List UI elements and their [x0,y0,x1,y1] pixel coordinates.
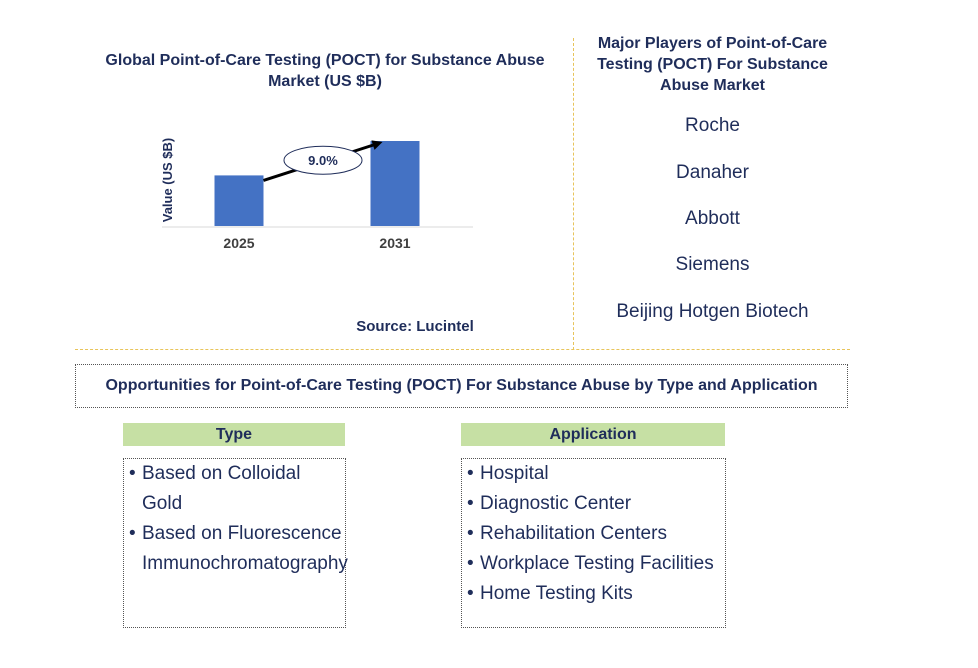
x-tick-label: 2031 [379,235,411,251]
source-label: Source: Lucintel [356,318,474,335]
player-item: Roche [685,115,740,136]
application-item: • Hospital [467,459,725,489]
bar-chart [150,125,490,260]
y-axis-label: Value (US $B) [160,137,175,223]
application-item: • Workplace Testing Facilities [467,549,725,579]
application-item: • Rehabilitation Centers [467,519,725,549]
type-item: • Based on Fluorescence Immunochromatography [129,519,345,579]
application-header: Application [461,423,725,446]
opportunities-title [75,364,848,408]
bar-2025 [215,175,264,226]
type-list-box [123,458,346,628]
application-item: • Home Testing Kits [467,579,725,609]
bar-2031 [371,141,420,226]
type-item: • Based on Colloidal Gold [129,459,345,519]
type-header: Type [123,423,345,446]
cagr-label: 9.0% [308,153,338,169]
chart-title: Global Point-of-Care Testing (POCT) for Substance Abuse Market (US $B) [105,52,545,90]
player-item: Beijing Hotgen Biotech [616,301,809,322]
vertical-divider [573,38,574,350]
application-list-box [461,458,726,628]
horizontal-divider [75,349,850,350]
players-title: Major Players of Point-of-Care Testing (POCT) For Substance Abuse Market [597,35,828,94]
growth-arrow [264,140,383,180]
player-item: Siemens [675,254,750,275]
player-item: Danaher [676,162,749,183]
player-item: Abbott [685,208,740,229]
application-item: • Diagnostic Center [467,489,725,519]
opportunities-title-text: Opportunities for Point-of-Care Testing (POCT) For Substance Abuse by Type and Application [105,377,818,394]
x-tick-label: 2025 [223,235,255,251]
